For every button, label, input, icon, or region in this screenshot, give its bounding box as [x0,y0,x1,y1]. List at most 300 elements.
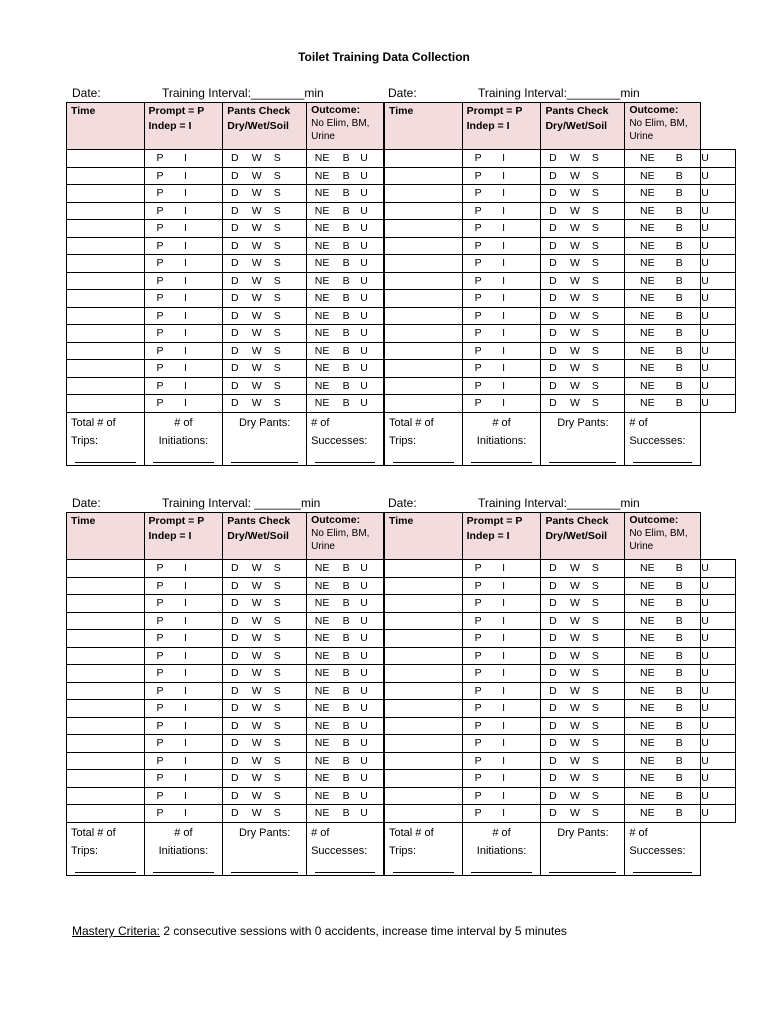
outcome-cell[interactable] [625,220,701,238]
pants-check-cell[interactable] [541,700,625,718]
outcome-cell[interactable] [307,220,384,238]
time-cell[interactable] [385,290,463,308]
pants-check-cell[interactable] [223,237,307,255]
pants-check-cell[interactable] [541,342,625,360]
time-cell[interactable] [67,167,145,185]
outcome-urine-cell[interactable] [701,360,736,378]
outcome-cell[interactable] [625,360,701,378]
prompt-cell[interactable] [144,255,223,273]
outcome-urine-cell[interactable] [701,290,736,308]
time-cell[interactable] [385,595,463,613]
pants-check-cell[interactable] [223,150,307,168]
prompt-cell[interactable] [462,595,541,613]
pants-option-dry: D [549,344,557,357]
outcome-cell[interactable] [625,682,701,700]
pants-check-cell[interactable] [541,595,625,613]
outcome-cell[interactable] [625,185,701,203]
prompt-cell[interactable] [462,682,541,700]
pants-check-cell[interactable] [223,342,307,360]
pants-check-cell[interactable] [223,612,307,630]
prompt-cell[interactable] [462,805,541,823]
outcome-urine-cell[interactable] [701,220,736,238]
outcome-urine-cell[interactable] [701,700,736,718]
time-cell[interactable] [67,700,145,718]
outcome-cell[interactable] [625,770,701,788]
initiations-cell[interactable] [462,412,541,465]
outcome-cell[interactable] [625,612,701,630]
time-cell[interactable] [385,377,463,395]
outcome-urine-cell[interactable] [701,150,736,168]
time-cell[interactable] [67,612,145,630]
pants-check-cell[interactable] [541,290,625,308]
outcome-cell[interactable] [307,167,384,185]
prompt-cell[interactable] [144,630,223,648]
outcome-cell[interactable] [625,560,701,578]
outcome-urine-cell[interactable] [701,185,736,203]
outcome-cell[interactable] [625,630,701,648]
total-trips-cell[interactable] [385,412,463,465]
pants-check-cell[interactable] [541,202,625,220]
initiations-cell[interactable] [144,412,223,465]
pants-check-cell[interactable] [541,735,625,753]
time-cell[interactable] [385,202,463,220]
prompt-cell[interactable] [462,185,541,203]
time-cell[interactable] [385,150,463,168]
prompt-cell[interactable] [462,220,541,238]
initiations-cell[interactable] [144,822,223,875]
pants-check-cell[interactable] [223,560,307,578]
pants-option-dry: D [549,379,557,392]
pants-check-cell[interactable] [223,272,307,290]
time-cell[interactable] [67,805,145,823]
time-cell[interactable] [385,342,463,360]
pants-check-cell[interactable] [223,360,307,378]
prompt-cell[interactable] [462,325,541,343]
prompt-cell[interactable] [144,237,223,255]
prompt-cell[interactable] [144,342,223,360]
successes-cell[interactable] [625,412,701,465]
pants-check-cell[interactable] [541,237,625,255]
time-cell[interactable] [67,647,145,665]
pants-check-cell[interactable] [223,787,307,805]
outcome-urine-cell[interactable] [701,167,736,185]
outcome-urine-cell[interactable] [701,647,736,665]
outcome-cell[interactable] [307,150,384,168]
outcome-cell[interactable] [625,665,701,683]
prompt-cell[interactable] [462,735,541,753]
pants-check-cell[interactable] [541,770,625,788]
time-cell[interactable] [385,752,463,770]
outcome-option-bm: B [675,702,683,715]
prompt-cell[interactable] [144,577,223,595]
outcome-urine-cell[interactable] [701,805,736,823]
outcome-cell[interactable] [307,377,384,395]
time-cell[interactable] [385,700,463,718]
time-cell[interactable] [385,630,463,648]
prompt-cell[interactable] [144,395,223,413]
prompt-cell[interactable] [144,647,223,665]
pants-check-cell[interactable] [223,325,307,343]
pants-check-cell[interactable] [223,577,307,595]
prompt-cell[interactable] [462,787,541,805]
prompt-cell[interactable] [462,360,541,378]
prompt-cell[interactable] [462,395,541,413]
outcome-cell[interactable] [625,342,701,360]
outcome-cell[interactable] [307,185,384,203]
pants-check-cell[interactable] [223,167,307,185]
outcome-cell[interactable] [307,612,384,630]
pants-check-cell[interactable] [223,185,307,203]
outcome-urine-cell[interactable] [701,787,736,805]
successes-cell[interactable] [307,412,384,465]
time-cell[interactable] [67,202,145,220]
time-cell[interactable] [67,325,145,343]
prompt-cell[interactable] [144,360,223,378]
prompt-cell[interactable] [462,560,541,578]
time-cell[interactable] [67,595,145,613]
outcome-cell[interactable] [307,787,384,805]
outcome-cell[interactable] [625,700,701,718]
prompt-cell[interactable] [462,717,541,735]
prompt-cell[interactable] [144,272,223,290]
outcome-cell[interactable] [625,805,701,823]
prompt-cell[interactable] [462,272,541,290]
time-cell[interactable] [385,237,463,255]
time-cell[interactable] [385,665,463,683]
time-cell[interactable] [67,665,145,683]
prompt-cell[interactable] [144,770,223,788]
time-cell[interactable] [67,307,145,325]
outcome-cell[interactable] [307,630,384,648]
outcome-cell[interactable] [625,595,701,613]
prompt-cell[interactable] [462,255,541,273]
outcome-cell[interactable] [307,325,384,343]
prompt-cell[interactable] [462,290,541,308]
pants-check-cell[interactable] [541,307,625,325]
time-cell[interactable] [385,307,463,325]
prompt-cell[interactable] [144,717,223,735]
outcome-urine-cell[interactable] [701,255,736,273]
pants-check-cell[interactable] [223,307,307,325]
prompt-cell[interactable] [144,700,223,718]
time-cell[interactable] [385,325,463,343]
dry-pants-cell[interactable] [541,412,625,465]
pants-check-cell[interactable] [541,682,625,700]
outcome-cell[interactable] [307,255,384,273]
prompt-cell[interactable] [144,185,223,203]
outcome-cell[interactable] [307,735,384,753]
pants-option-wet: W [251,309,262,322]
totals-row [385,412,736,465]
outcome-cell[interactable] [625,377,701,395]
time-cell[interactable] [385,395,463,413]
outcome-urine-cell[interactable] [701,665,736,683]
pants-check-cell[interactable] [541,255,625,273]
time-cell[interactable] [385,185,463,203]
outcome-cell[interactable] [307,307,384,325]
time-cell[interactable] [385,167,463,185]
outcome-cell[interactable] [625,752,701,770]
pants-check-cell[interactable] [541,647,625,665]
time-cell[interactable] [385,560,463,578]
time-cell[interactable] [67,630,145,648]
outcome-cell[interactable] [307,752,384,770]
prompt-cell[interactable] [462,342,541,360]
time-cell[interactable] [67,360,145,378]
outcome-cell[interactable] [625,717,701,735]
prompt-cell[interactable] [144,307,223,325]
outcome-cell[interactable] [625,307,701,325]
outcome-urine-cell[interactable] [701,377,736,395]
prompt-cell[interactable] [462,665,541,683]
outcome-cell[interactable] [307,770,384,788]
prompt-cell[interactable] [462,647,541,665]
outcome-cell[interactable] [625,150,701,168]
pants-check-cell[interactable] [223,717,307,735]
pants-check-cell[interactable] [223,682,307,700]
outcome-urine-cell[interactable] [701,342,736,360]
outcome-cell[interactable] [625,290,701,308]
outcome-urine-cell[interactable] [701,325,736,343]
prompt-cell[interactable] [144,167,223,185]
time-cell[interactable] [385,805,463,823]
outcome-cell[interactable] [307,560,384,578]
pants-check-cell[interactable] [541,395,625,413]
pants-check-cell[interactable] [541,167,625,185]
prompt-cell[interactable] [144,325,223,343]
pants-option-soil: S [591,579,599,592]
pants-check-cell[interactable] [541,665,625,683]
pants-check-cell[interactable] [223,700,307,718]
pants-check-cell[interactable] [223,377,307,395]
prompt-cell[interactable] [144,612,223,630]
prompt-cell[interactable] [462,167,541,185]
prompt-cell[interactable] [144,560,223,578]
time-cell[interactable] [385,577,463,595]
prompt-cell[interactable] [144,752,223,770]
outcome-cell[interactable] [307,595,384,613]
time-cell[interactable] [67,220,145,238]
outcome-cell[interactable] [307,700,384,718]
outcome-urine-cell[interactable] [701,612,736,630]
prompt-cell[interactable] [462,770,541,788]
outcome-cell[interactable] [307,290,384,308]
prompt-cell[interactable] [462,150,541,168]
prompt-cell[interactable] [144,377,223,395]
time-cell[interactable] [67,752,145,770]
time-cell[interactable] [385,360,463,378]
outcome-cell[interactable] [307,647,384,665]
time-cell[interactable] [385,647,463,665]
time-cell[interactable] [67,577,145,595]
prompt-cell[interactable] [462,700,541,718]
prompt-cell[interactable] [462,202,541,220]
time-cell[interactable] [385,272,463,290]
pants-check-cell[interactable] [223,255,307,273]
outcome-cell[interactable] [625,255,701,273]
outcome-cell[interactable] [625,167,701,185]
outcome-urine-cell[interactable] [701,560,736,578]
dry-pants-cell[interactable] [223,412,307,465]
outcome-urine-cell[interactable] [701,770,736,788]
time-cell[interactable] [385,612,463,630]
successes-label-2: Successes: [311,844,368,857]
prompt-cell[interactable] [144,682,223,700]
time-cell[interactable] [67,377,145,395]
initiations-cell[interactable] [462,822,541,875]
outcome-cell[interactable] [625,202,701,220]
prompt-cell[interactable] [462,612,541,630]
pants-check-cell[interactable] [541,560,625,578]
pants-check-cell[interactable] [541,220,625,238]
total-trips-cell[interactable] [67,822,145,875]
outcome-option-bm: B [675,789,683,802]
time-cell[interactable] [67,682,145,700]
pants-check-cell[interactable] [541,377,625,395]
outcome-cell[interactable] [307,202,384,220]
pants-check-cell[interactable] [223,735,307,753]
prompt-cell[interactable] [462,377,541,395]
outcome-cell[interactable] [307,395,384,413]
prompt-cell[interactable] [144,735,223,753]
pants-check-cell[interactable] [541,612,625,630]
prompt-cell[interactable] [144,665,223,683]
outcome-option-urine: U [701,597,709,610]
successes-cell[interactable] [625,822,701,875]
outcome-urine-cell[interactable] [701,202,736,220]
dry-pants-cell[interactable] [223,822,307,875]
time-cell[interactable] [385,220,463,238]
prompt-cell[interactable] [144,787,223,805]
outcome-cell[interactable] [307,342,384,360]
outcome-cell[interactable] [625,787,701,805]
outcome-cell[interactable] [307,665,384,683]
pants-check-cell[interactable] [223,630,307,648]
successes-cell[interactable] [307,822,384,875]
outcome-cell[interactable] [307,237,384,255]
outcome-urine-cell[interactable] [701,237,736,255]
outcome-urine-cell[interactable] [701,717,736,735]
outcome-cell[interactable] [307,682,384,700]
pants-option-wet: W [569,789,580,802]
outcome-urine-cell[interactable] [701,682,736,700]
prompt-cell[interactable] [144,290,223,308]
outcome-urine-cell[interactable] [701,395,736,413]
outcome-cell[interactable] [625,395,701,413]
outcome-cell[interactable] [625,735,701,753]
pants-check-cell[interactable] [541,717,625,735]
pants-check-cell[interactable] [541,752,625,770]
outcome-option-bm: B [675,579,683,592]
time-cell[interactable] [67,150,145,168]
time-cell[interactable] [385,787,463,805]
pants-check-cell[interactable] [541,325,625,343]
time-cell[interactable] [67,717,145,735]
outcome-cell[interactable] [307,805,384,823]
outcome-urine-cell[interactable] [701,595,736,613]
prompt-cell[interactable] [462,307,541,325]
pants-check-cell[interactable] [541,630,625,648]
time-cell[interactable] [67,560,145,578]
prompt-cell[interactable] [144,805,223,823]
pants-check-cell[interactable] [223,770,307,788]
pants-check-cell[interactable] [223,595,307,613]
pants-check-cell[interactable] [223,752,307,770]
time-cell[interactable] [67,255,145,273]
outcome-urine-cell[interactable] [701,577,736,595]
outcome-cell[interactable] [307,717,384,735]
outcome-cell[interactable] [625,577,701,595]
pants-check-cell[interactable] [223,290,307,308]
prompt-cell[interactable] [144,220,223,238]
pants-check-cell[interactable] [223,647,307,665]
time-cell[interactable] [67,237,145,255]
time-cell[interactable] [385,682,463,700]
prompt-cell[interactable] [462,752,541,770]
time-cell[interactable] [67,342,145,360]
outcome-cell[interactable] [625,272,701,290]
pants-option-wet: W [569,274,580,287]
time-cell[interactable] [385,717,463,735]
prompt-cell[interactable] [462,577,541,595]
prompt-cell[interactable] [144,150,223,168]
pants-check-cell[interactable] [541,577,625,595]
time-cell[interactable] [67,770,145,788]
time-cell[interactable] [385,770,463,788]
pants-option-wet: W [251,772,262,785]
time-cell[interactable] [67,735,145,753]
time-cell[interactable] [67,787,145,805]
outcome-cell[interactable] [307,272,384,290]
pants-check-cell[interactable] [541,787,625,805]
prompt-cell[interactable] [144,595,223,613]
time-cell[interactable] [385,255,463,273]
time-cell[interactable] [67,185,145,203]
outcome-urine-cell[interactable] [701,735,736,753]
total-trips-cell[interactable] [385,822,463,875]
prompt-cell[interactable] [144,202,223,220]
outcome-cell[interactable] [625,237,701,255]
time-cell[interactable] [385,735,463,753]
total-trips-cell[interactable] [67,412,145,465]
pants-check-cell[interactable] [541,150,625,168]
pants-option-soil: S [591,597,599,610]
prompt-cell[interactable] [462,237,541,255]
outcome-cell[interactable] [625,647,701,665]
outcome-cell[interactable] [625,325,701,343]
time-cell[interactable] [67,272,145,290]
outcome-urine-cell[interactable] [701,630,736,648]
outcome-urine-cell[interactable] [701,752,736,770]
pants-check-cell[interactable] [223,805,307,823]
prompt-cell[interactable] [462,630,541,648]
time-cell[interactable] [67,395,145,413]
pants-check-cell[interactable] [541,805,625,823]
pants-check-cell[interactable] [541,272,625,290]
pants-check-cell[interactable] [223,665,307,683]
outcome-cell[interactable] [307,360,384,378]
pants-check-cell[interactable] [223,202,307,220]
pants-check-cell[interactable] [541,360,625,378]
outcome-cell[interactable] [307,577,384,595]
pants-check-cell[interactable] [541,185,625,203]
time-cell[interactable] [67,290,145,308]
outcome-urine-cell[interactable] [701,272,736,290]
dry-pants-cell[interactable] [541,822,625,875]
outcome-urine-cell[interactable] [701,307,736,325]
pants-check-cell[interactable] [223,395,307,413]
pants-check-cell[interactable] [223,220,307,238]
